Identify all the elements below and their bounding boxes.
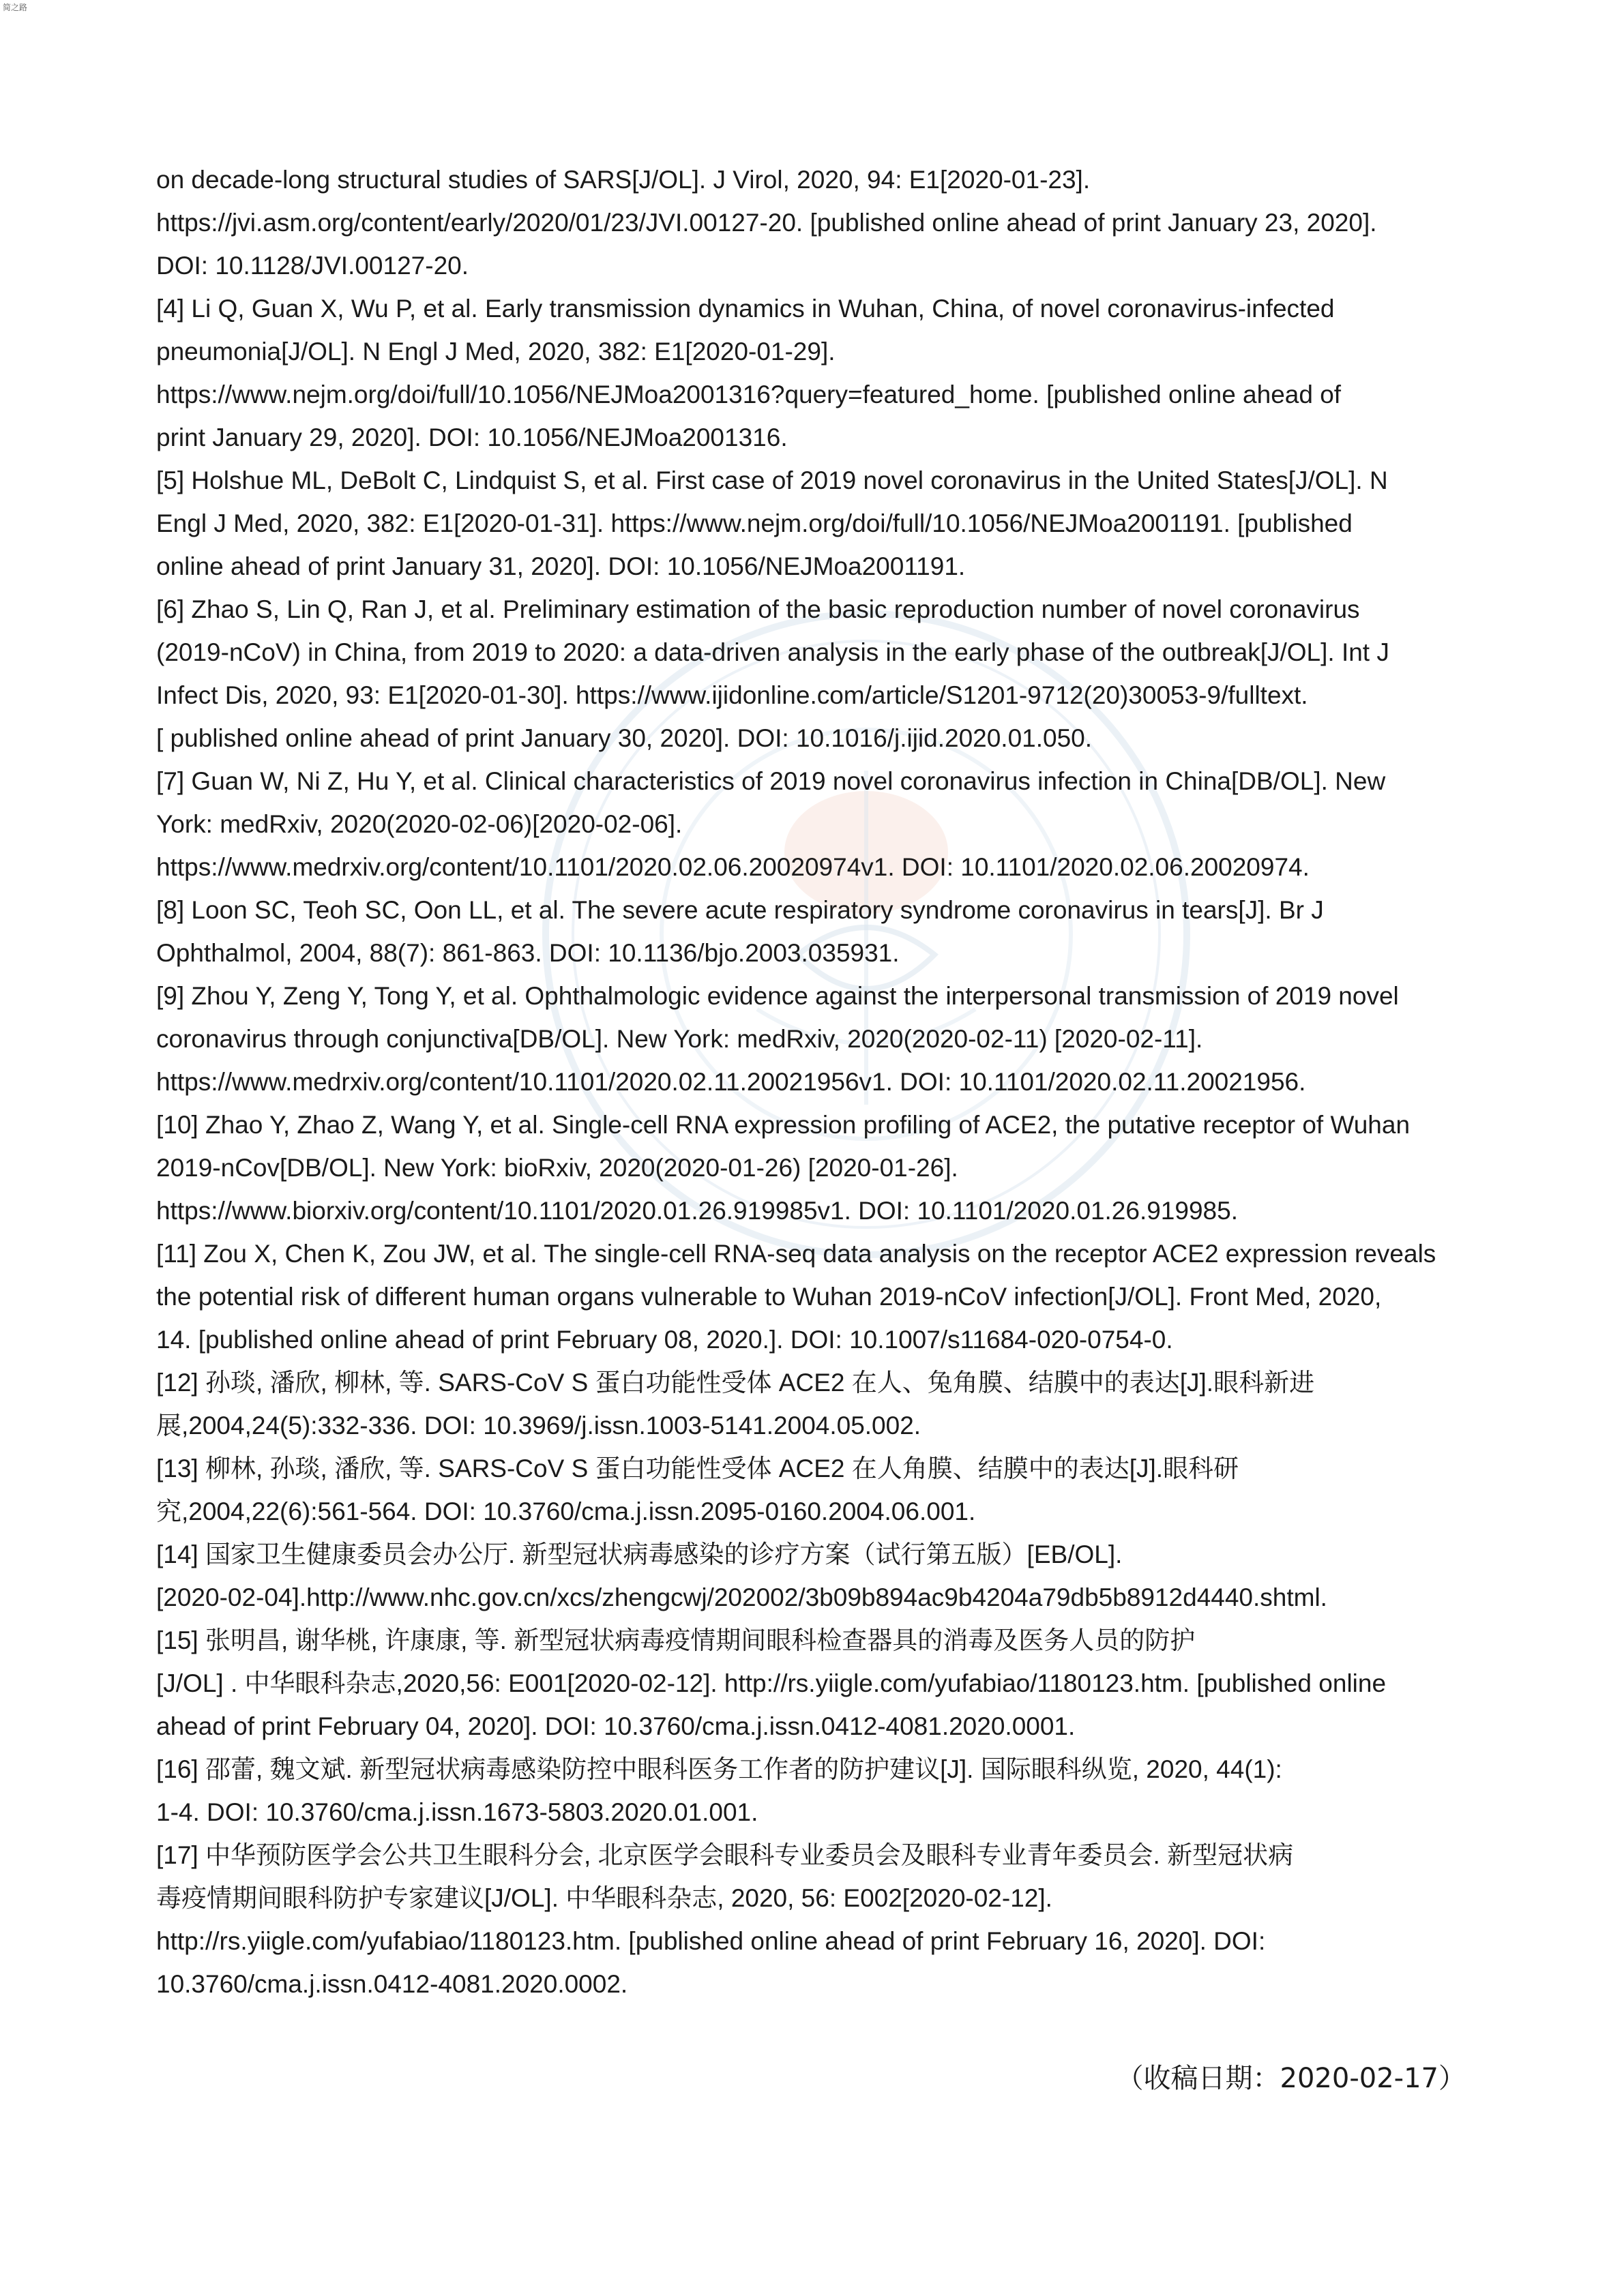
reference-line: Infect Dis, 2020, 93: E1[2020-01-30]. https://www.ijidonline.com/article/S1201-9712(20)30053-9/fulltext. <box>156 681 1308 709</box>
reference-line: https://www.medrxiv.org/content/10.1101/2020.02.06.20020974v1. DOI: 10.1101/2020.02.06.20020974. <box>156 853 1310 881</box>
reference-line: York: medRxiv, 2020(2020-02-06)[2020-02-06]. <box>156 810 683 838</box>
reference-line: [11] Zou X, Chen K, Zou JW, et al. The single-cell RNA-seq data analysis on the receptor ACE2 expression reveals <box>156 1240 1436 1268</box>
received-date: （收稿日期：2020-02-17） <box>1116 2063 1466 2094</box>
reference-line: [ published online ahead of print January 30, 2020]. DOI: 10.1016/j.ijid.2020.01.050. <box>156 724 1093 752</box>
reference-line: 2019-nCov[DB/OL]. New York: bioRxiv, 2020(2020-01-26) [2020-01-26]. <box>156 1154 958 1182</box>
reference-line: 14. [published online ahead of print February 08, 2020.]. DOI: 10.1007/s11684-020-0754-0. <box>156 1326 1173 1354</box>
reference-line: 10.3760/cma.j.issn.0412-4081.2020.0002. <box>156 1970 628 1998</box>
corner-mark: 简之路 <box>3 3 28 12</box>
reference-line: 展,2004,24(5):332-336. DOI: 10.3969/j.issn.1003-5141.2004.05.002. <box>156 1412 921 1440</box>
reference-line: [6] Zhao S, Lin Q, Ran J, et al. Preliminary estimation of the basic reproduction number of novel coronavirus <box>156 595 1360 623</box>
reference-line: ahead of print February 04, 2020]. DOI: 10.3760/cma.j.issn.0412-4081.2020.0001. <box>156 1712 1076 1740</box>
reference-line: pneumonia[J/OL]. N Engl J Med, 2020, 382: E1[2020-01-29]. <box>156 338 836 366</box>
reference-line: [16] 邵蕾, 魏文斌. 新型冠状病毒感染防控中眼科医务工作者的防护建议[J]. 国际眼科纵览, 2020, 44(1): <box>156 1755 1282 1783</box>
reference-line: online ahead of print January 31, 2020]. DOI: 10.1056/NEJMoa2001191. <box>156 552 966 580</box>
reference-line: https://www.medrxiv.org/content/10.1101/2020.02.11.20021956v1. DOI: 10.1101/2020.02.11.20021956. <box>156 1068 1306 1096</box>
reference-line: [10] Zhao Y, Zhao Z, Wang Y, et al. Single-cell RNA expression profiling of ACE2, the putative receptor of Wuhan <box>156 1111 1411 1139</box>
reference-line: https://jvi.asm.org/content/early/2020/01/23/JVI.00127-20. [published online ahead of print January 23, 2020]. <box>156 209 1377 237</box>
reference-line: [12] 孙琰, 潘欣, 柳林, 等. SARS-CoV S 蛋白功能性受体 ACE2 在人、兔角膜、结膜中的表达[J].眼科新进 <box>156 1369 1315 1397</box>
reference-line: [4] Li Q, Guan X, Wu P, et al. Early transmission dynamics in Wuhan, China, of novel coronavirus-infected <box>156 295 1335 323</box>
reference-line: [5] Holshue ML, DeBolt C, Lindquist S, et al. First case of 2019 novel coronavirus in the United States[J/OL]. N <box>156 466 1388 494</box>
reference-line: Ophthalmol, 2004, 88(7): 861-863. DOI: 10.1136/bjo.2003.035931. <box>156 939 900 967</box>
reference-line: the potential risk of different human organs vulnerable to Wuhan 2019-nCoV infection[J/OL]. Front Med, 2020, <box>156 1283 1382 1311</box>
reference-line: on decade-long structural studies of SARS[J/OL]. J Virol, 2020, 94: E1[2020-01-23]. <box>156 166 1091 194</box>
reference-line: Engl J Med, 2020, 382: E1[2020-01-31]. https://www.nejm.org/doi/full/10.1056/NEJMoa2001191. [published <box>156 509 1353 537</box>
reference-line: https://www.biorxiv.org/content/10.1101/2020.01.26.919985v1. DOI: 10.1101/2020.01.26.919985. <box>156 1197 1238 1225</box>
reference-line: [2020-02-04].http://www.nhc.gov.cn/xcs/zhengcwj/202002/3b09b894ac9b4204a79db5b8912d4440.shtml. <box>156 1583 1327 1611</box>
reference-line: print January 29, 2020]. DOI: 10.1056/NEJMoa2001316. <box>156 423 788 451</box>
reference-list <box>156 158 1493 2006</box>
reference-line: [8] Loon SC, Teoh SC, Oon LL, et al. The severe acute respiratory syndrome coronavirus in tears[J]. Br J <box>156 896 1324 924</box>
reference-line: 毒疫情期间眼科防护专家建议[J/OL]. 中华眼科杂志, 2020, 56: E002[2020-02-12]. <box>156 1884 1052 1912</box>
reference-line: http://rs.yiigle.com/yufabiao/1180123.htm. [published online ahead of print February 16, 2020]. DOI: <box>156 1927 1266 1955</box>
reference-line: [9] Zhou Y, Zeng Y, Tong Y, et al. Ophthalmologic evidence against the interpersonal transmission of 2019 novel <box>156 982 1399 1010</box>
reference-line: [14] 国家卫生健康委员会办公厅. 新型冠状病毒感染的诊疗方案（试行第五版）[EB/OL]. <box>156 1540 1123 1568</box>
reference-line: [17] 中华预防医学会公共卫生眼科分会, 北京医学会眼科专业委员会及眼科专业青年委员会. 新型冠状病 <box>156 1841 1294 1869</box>
reference-line: https://www.nejm.org/doi/full/10.1056/NEJMoa2001316?query=featured_home. [published online ahead of <box>156 381 1342 408</box>
reference-line: 1-4. DOI: 10.3760/cma.j.issn.1673-5803.2020.01.001. <box>156 1798 758 1826</box>
reference-line: coronavirus through conjunctiva[DB/OL]. New York: medRxiv, 2020(2020-02-11) [2020-02-11]. <box>156 1025 1203 1053</box>
reference-line: [7] Guan W, Ni Z, Hu Y, et al. Clinical characteristics of 2019 novel coronavirus infection in China[DB/OL]. New <box>156 767 1386 795</box>
reference-line: [15] 张明昌, 谢华桃, 许康康, 等. 新型冠状病毒疫情期间眼科检查器具的消毒及医务人员的防护 <box>156 1626 1196 1654</box>
reference-line: [J/OL] . 中华眼科杂志,2020,56: E001[2020-02-12]. http://rs.yiigle.com/yufabiao/1180123.htm. [published online <box>156 1669 1387 1697</box>
reference-line: 究,2004,22(6):561-564. DOI: 10.3760/cma.j.issn.2095-0160.2004.06.001. <box>156 1497 976 1525</box>
reference-line: [13] 柳林, 孙琰, 潘欣, 等. SARS-CoV S 蛋白功能性受体 ACE2 在人角膜、结膜中的表达[J].眼科研 <box>156 1455 1239 1482</box>
reference-line: (2019-nCoV) in China, from 2019 to 2020: a data-driven analysis in the early phase of the outbreak[J/OL]. Int J <box>156 638 1389 666</box>
reference-line: DOI: 10.1128/JVI.00127-20. <box>156 252 469 280</box>
